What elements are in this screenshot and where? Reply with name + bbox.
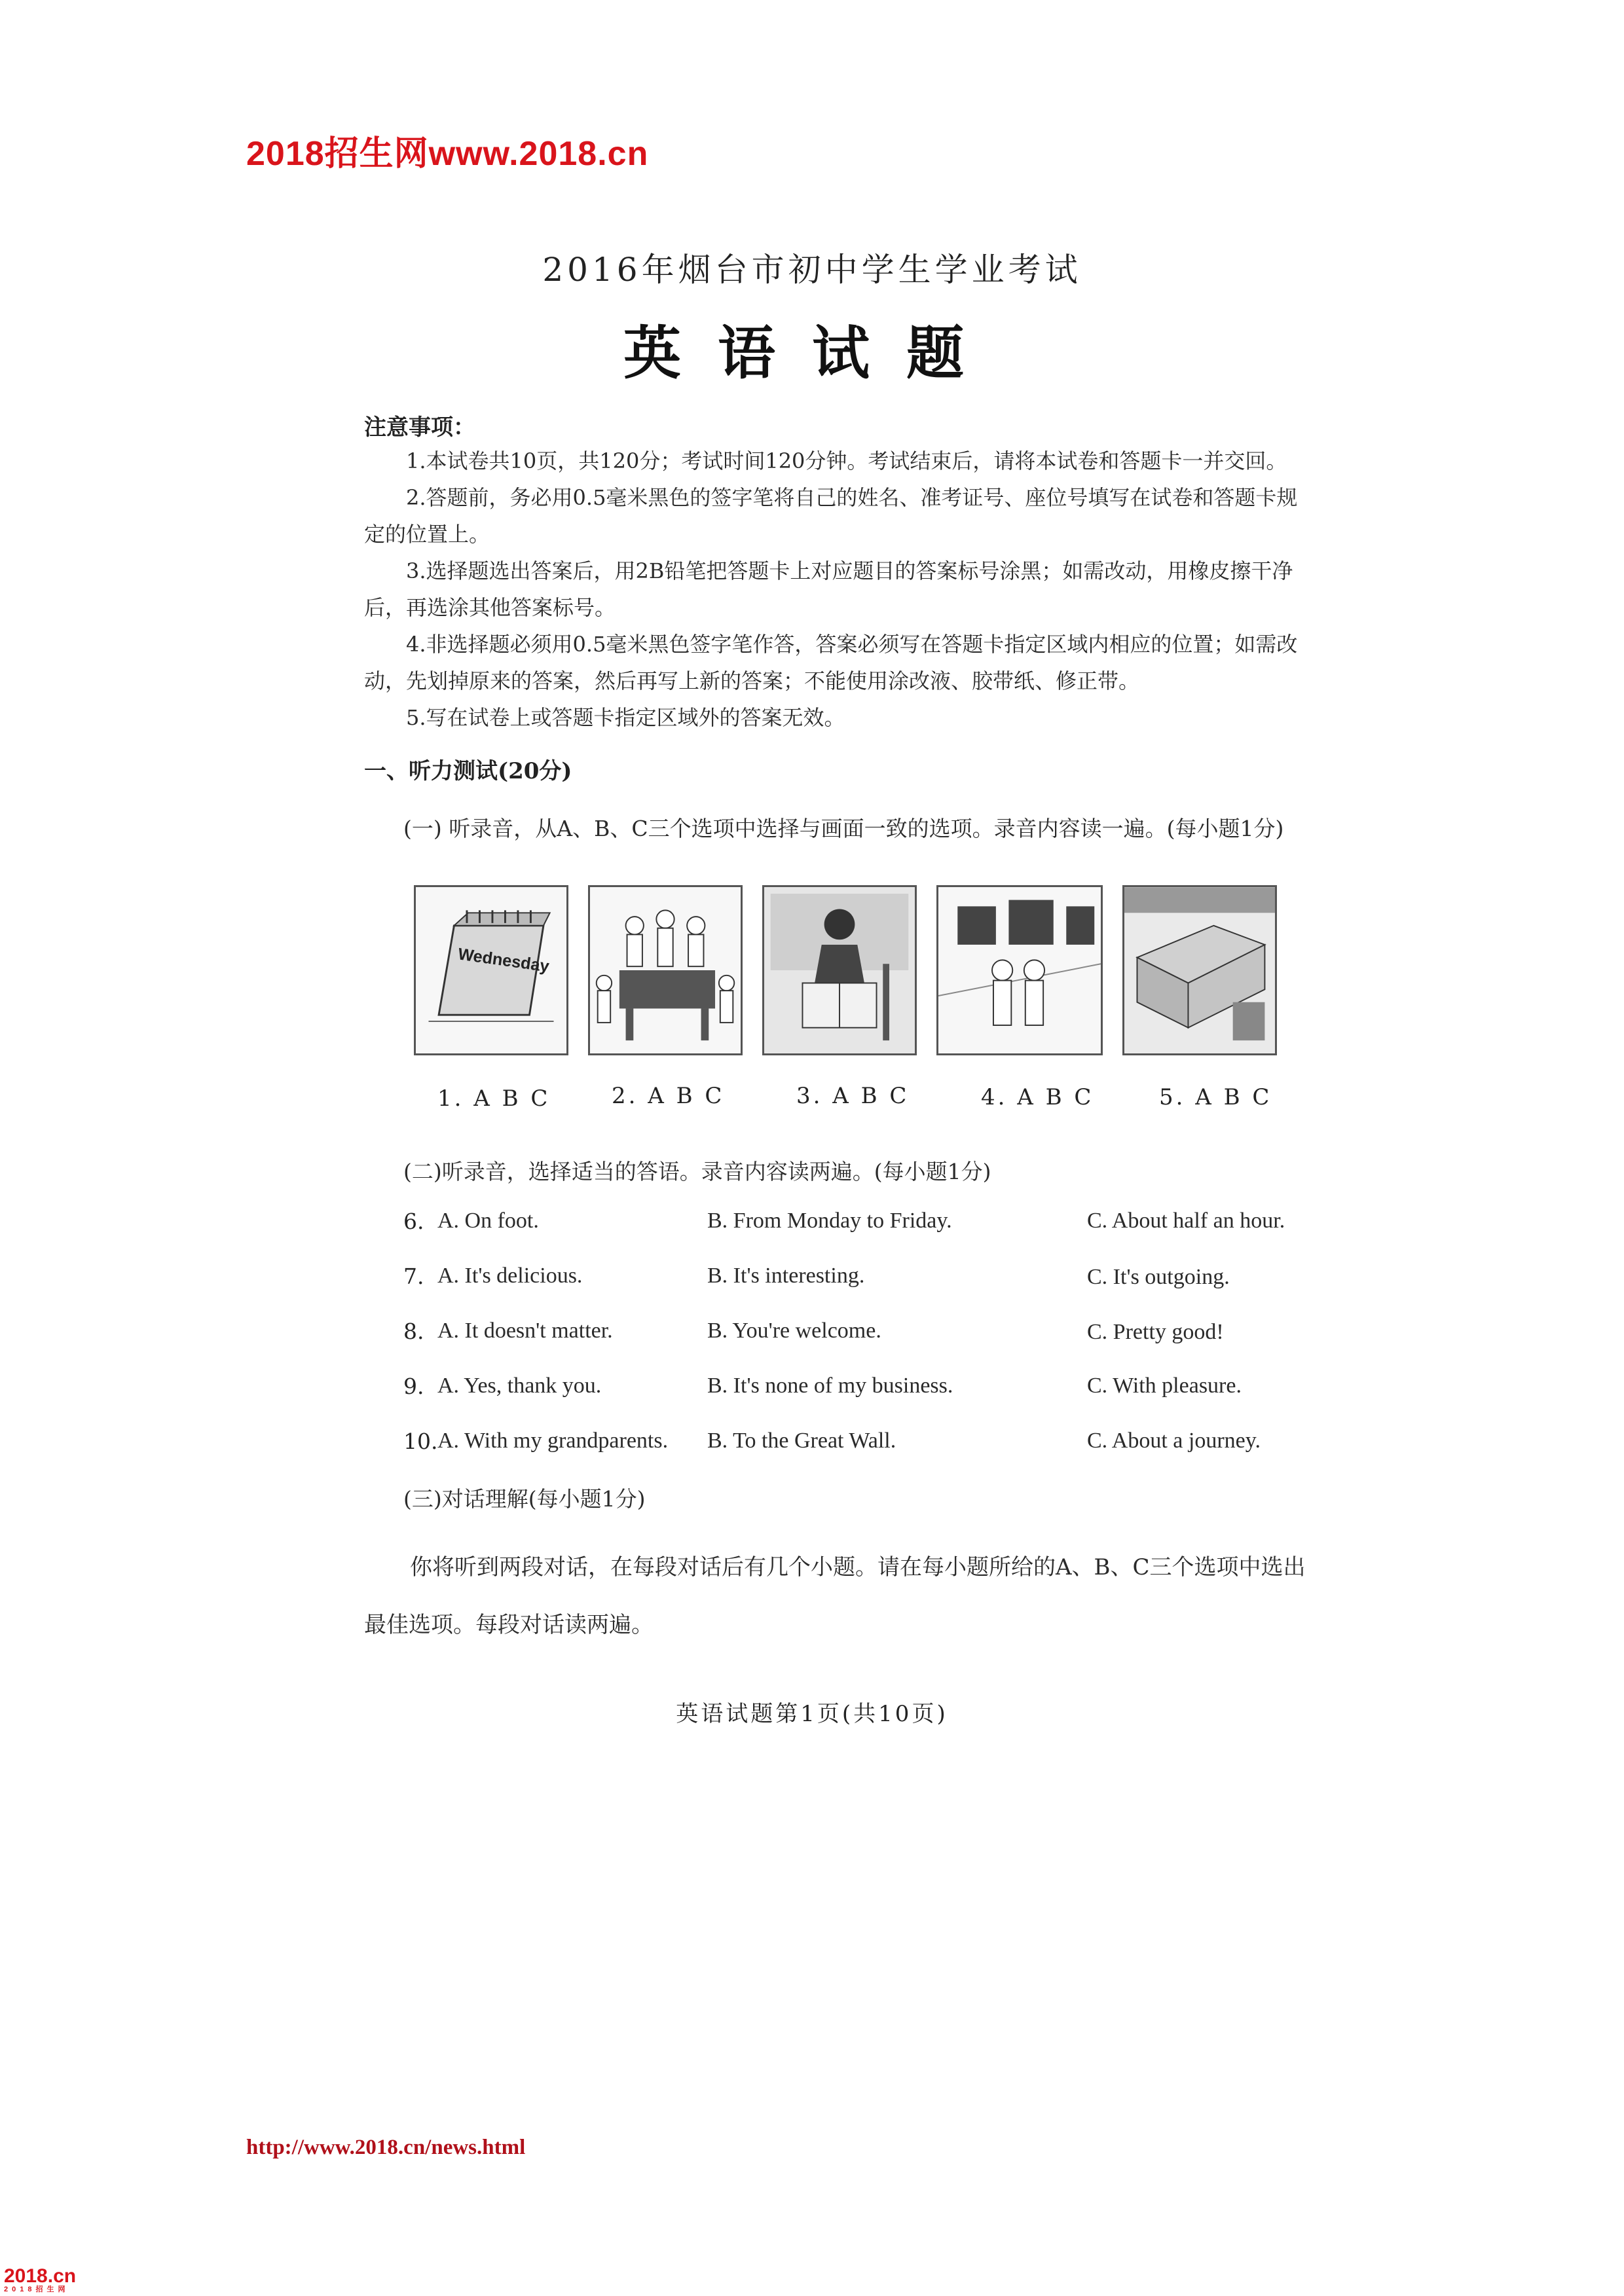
option-a: A. On foot. (437, 1209, 539, 1233)
option-c: C. About half an hour. (1087, 1209, 1285, 1233)
corner-logo-subtext: 2018招生网 (4, 2286, 69, 2293)
museum-icon (936, 885, 1103, 1055)
part3-intro: 你将听到两段对话，在每段对话后有几个小题。请在每小题所给的A、B、C三个选项中选出最佳选项。每段对话读两遍。 (364, 1554, 1306, 1638)
notice-item-2: 2.答题前，务必用0.5毫米黑色的签字笔将自己的姓名、准考证号、座位号填写在试卷和答题卡规定的位置上。 (364, 485, 1298, 547)
page-number: 英语试题第1页(共10页) (676, 1701, 948, 1727)
option-b: B. From Monday to Friday. (707, 1209, 952, 1233)
question-number: 10. (403, 1429, 438, 1454)
option-a: A. It's delicious. (437, 1264, 583, 1288)
question-number: 8. (403, 1319, 424, 1344)
option-b: B. It's none of my business. (707, 1374, 953, 1398)
exam-title: 2016年烟台市初中学生学业考试 (542, 251, 1082, 289)
picture-label-5: 5. A B C (1159, 1084, 1272, 1110)
calendar-day-text: Wednesday (456, 945, 551, 976)
option-c: C. With pleasure. (1087, 1374, 1242, 1398)
option-c: C. Pretty good! (1087, 1320, 1224, 1344)
option-a: A. Yes, thank you. (437, 1374, 602, 1398)
corner-logo (4, 2265, 76, 2294)
site-banner: 2018招生网www.2018.cn (246, 135, 649, 173)
option-b: B. You're welcome. (707, 1319, 881, 1343)
picture-label-1: 1. A B C (437, 1085, 551, 1112)
notice-heading: 注意事项： (364, 414, 475, 441)
option-b: B. To the Great Wall. (707, 1429, 896, 1453)
notice-item-5: 5.写在试卷上或答题卡指定区域外的答案无效。 (406, 705, 845, 730)
option-c: C. It's outgoing. (1087, 1265, 1230, 1289)
part1-instruction: (一) 听录音，从A、B、C三个选项中选择与画面一致的选项。录音内容读一遍。(每小题1分) (403, 816, 1284, 841)
reading-woman-icon (762, 885, 917, 1055)
notice-item-3: 3.选择题选出答案后，用2B铅笔把答题卡上对应题目的答案标号涂黑；如需改动，用橡皮擦干净后，再选涂其他答案标号。 (364, 558, 1293, 620)
option-b: B. It's interesting. (707, 1264, 865, 1288)
option-a: A. It doesn't matter. (437, 1319, 613, 1343)
notice-item-4: 4.非选择题必须用0.5毫米黑色签字笔作答，答案必须写在答题卡指定区域内相应的位置；如需改动，先划掉原来的答案，然后再写上新的答案；不能使用涂改液、胶带纸、修正带。 (364, 632, 1298, 693)
footer-link[interactable]: http://www.2018.cn/news.html (246, 2136, 526, 2159)
picture-label-2: 2. A B C (612, 1083, 725, 1109)
classroom-icon (588, 885, 743, 1055)
section-title: 一、听力测试(20分) (364, 758, 572, 784)
picture-label-3: 3. A B C (796, 1083, 910, 1109)
question-number: 9. (403, 1374, 424, 1399)
notice-item-1: 1.本试卷共10页，共120分；考试时间120分钟。考试结束后，请将本试卷和答题卡一并交回。 (406, 448, 1287, 473)
picture-label-4: 4. A B C (981, 1084, 1094, 1110)
desk-icon (1122, 885, 1277, 1055)
option-c: C. About a journey. (1087, 1429, 1261, 1453)
subject-title: 英语试题 (623, 319, 1001, 387)
corner-logo-text: 2018.cn (4, 2265, 77, 2287)
part3-title: (三)对话理解(每小题1分) (403, 1486, 646, 1512)
question-number: 7. (403, 1264, 424, 1289)
picture-row (414, 885, 1311, 1055)
question-number: 6. (403, 1209, 424, 1234)
part2-instruction: (二)听录音，选择适当的答语。录音内容读两遍。(每小题1分) (403, 1159, 991, 1184)
calendar-icon (414, 885, 568, 1055)
option-a: A. With my grandparents. (437, 1429, 669, 1453)
